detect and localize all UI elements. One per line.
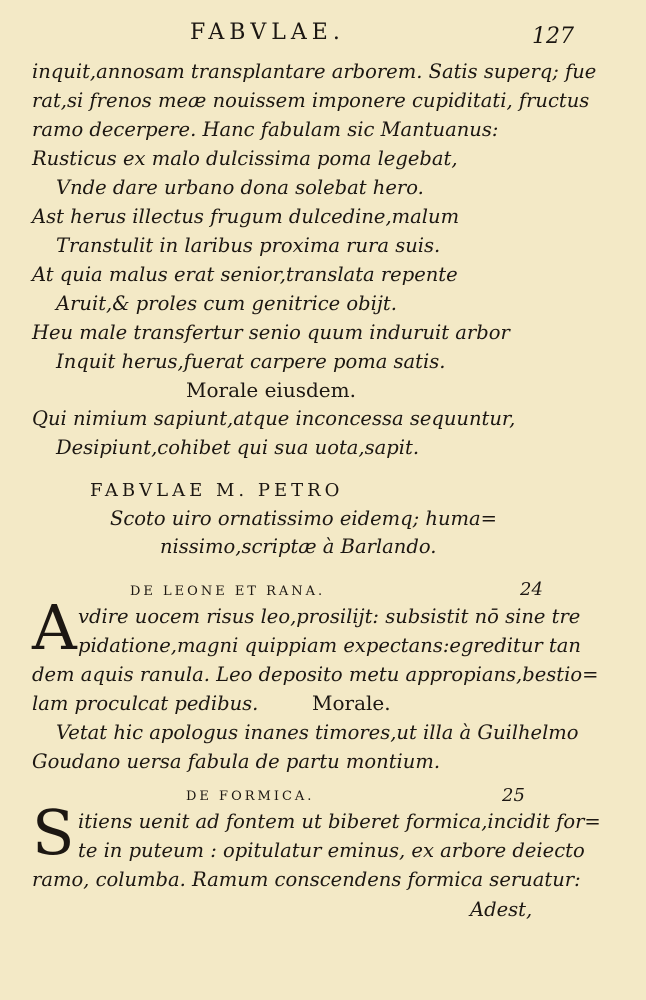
verse-line: Heu male transfertur senio quum induruit arbor [32,321,510,344]
fable-title: DE FORMICA. [186,789,315,804]
text-line: lam proculcat pedibus. [32,692,259,715]
text-line: dem aquis ranula. Leo deposito metu appropians,bestio= [32,663,599,686]
fable-number: 24 [520,579,543,600]
text-line: pidatione,magni quippiam expectans:egreditur tan [78,634,581,657]
verse-line: Desipiunt,cohibet qui sua uota,sapit. [56,436,420,459]
fable-title: DE LEONE ET RANA. [130,584,326,599]
verse-line: Rusticus ex malo dulcissima poma legebat, [32,147,458,170]
page-number: 127 [532,24,574,49]
verse-line: Aruit,& proles cum genitrice obijt. [56,292,397,315]
dedication-heading: FABVLAE M. PETRO [90,480,344,501]
moral-heading: Morale. [312,691,391,715]
text-line: ramo, columba. Ramum conscendens formica seruatur: [32,868,581,891]
verse-line: Vnde dare urbano dona solebat hero. [56,176,424,199]
page-header [0,20,646,52]
text-line: itiens uenit ad fontem ut biberet formica,incidit for= [78,810,601,833]
text-line: Goudano uersa fabula de partu montium. [32,750,441,773]
text-line: Vetat hic apologus inanes timores,ut illa à Guilhelmo [56,721,579,744]
dedication-line: nissimo,scriptæ à Barlando. [160,535,437,558]
text-line: ramo decerpere. Hanc fabulam sic Mantuanus: [32,118,499,141]
fable-number: 25 [502,785,525,806]
verse-line: Qui nimium sapiunt,atque inconcessa sequuntur, [32,407,516,430]
verse-line: Ast herus illectus frugum dulcedine,malum [32,205,460,228]
dedication-line: Scoto uiro ornatissimo eidemq; huma= [110,507,497,530]
catchword: Adest, [470,898,533,921]
text-line: te in puteum : opitulatur eminus, ex arbore deiecto [78,839,585,862]
moral-heading: Morale eiusdem. [186,378,356,402]
text-line: vdire uocem risus leo,prosilijt: subsistit nō sine tre [78,605,581,628]
verse-line: At quia malus erat senior,translata repente [32,263,458,286]
text-line: rat,si frenos meæ nouissem imponere cupiditati, fructus [32,89,590,112]
verse-line: Transtulit in laribus proxima rura suis. [56,234,441,257]
verse-line: Inquit herus,fuerat carpere poma satis. [56,350,446,373]
running-title: FABVLAE. [190,20,345,45]
drop-capital: S [32,796,75,869]
text-line: inquit,annosam transplantare arborem. Satis superq; fue [32,60,597,83]
drop-capital: A [32,591,77,664]
